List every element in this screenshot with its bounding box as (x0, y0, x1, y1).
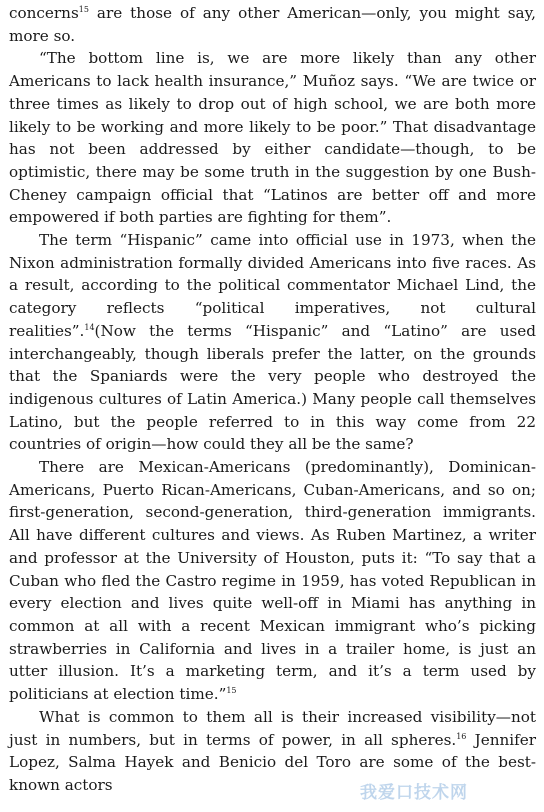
body-paragraph (9, 706, 536, 797)
text-run: Jennifer Lopez, Salma Hayek and Benicio del Toro are some of the best-known actors (9, 730, 536, 794)
text-run: What is common to them all is their increased visibility—not just in numbers, but in terms of power, in all spheres. (9, 707, 536, 749)
body-paragraph (9, 47, 536, 229)
text-run: concerns (9, 4, 79, 22)
footnote-marker: 15 (78, 5, 89, 14)
footnote-marker: 14 (84, 322, 95, 332)
footnote-marker: 16 (456, 731, 467, 741)
text-run: The term “Hispanic” came into official use in 1973, when the Nixon administration formally divided Americans into five races. As a result, according to the political commentator Michael Lind, the category reflects “political imperatives, not cultural realities”. (9, 231, 536, 340)
text-run: are those of any other American—only, you might say, more so. (9, 4, 536, 45)
body-paragraph (9, 456, 536, 706)
body-paragraph (9, 229, 536, 456)
text-run: “The bottom line is, we are more likely than any other Americans to lack health insurance,” Muñoz says. “We are twice or three times as likely to drop out of high school, we are both more likely to be working and more likely to be poor.” That disadvantage has not been addressed by either candidate—though, to be optimistic, there may be some truth in the suggestion by one Bush-Cheney campaign official that “Latinos are better off and more empowered if both parties are fighting for them”. (9, 49, 536, 227)
watermark-logo: 我爱口技术网 (360, 783, 468, 803)
footnote-marker: 15 (226, 686, 237, 696)
text-run: (Now the terms “Hispanic” and “Latino” are used interchangeably, though liberals prefer the latter, on the grounds that the Spaniards were the very people who destroyed the indigenous cultures of Latin America.) Many people call themselves Latino, but the people referred to in this way come from 22 countries of origin—how could they all be the same? (9, 321, 536, 454)
body-paragraph (9, 2, 536, 47)
text-run: There are Mexican-Americans (predominantly), Dominican-Americans, Puerto Rican-Americans, Cuban-Americans, and so on; first-generation, second-generation, third-generation immigrants. All have different cultures and views. As Ruben Martinez, a writer and professor at the University of Houston, puts it: “To say that a Cuban who fled the Castro regime in 1959, has voted Republican in every election and lives quite well-off in Miami has anything in common at all with a recent Mexican immigrant who’s picking strawberries in California and lives in a trailer home, is just an utter illusion. It’s a marketing term, and it’s a term used by politicians at election time.” (9, 458, 536, 704)
